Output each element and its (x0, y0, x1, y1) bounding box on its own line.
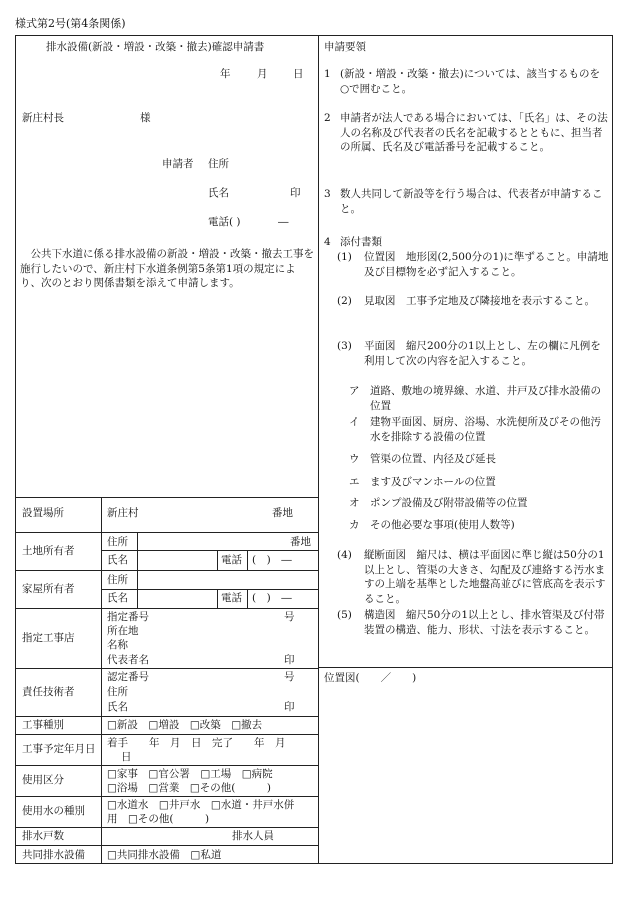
plan-item-text: 建物平面図、厨房、浴場、水洗便所及びその他汚水を排除する設備の位置 (370, 416, 601, 443)
schedule-label: 工事予定年月日 (22, 743, 96, 755)
shared-drain-label: 共同排水設備 (22, 849, 85, 861)
work-type-options[interactable]: □新設 □増設 □改築 □撤去 (107, 719, 263, 731)
engineer-seal: 印 (284, 701, 295, 713)
plan-item-text: その他必要な事項(使用人数等) (370, 519, 515, 531)
water-type-line1[interactable]: □水道水 □井戸水 □水道・井戸水併 (107, 799, 295, 811)
house-owner-phone-value: ( ) ― (252, 592, 292, 604)
date-day: 日 (293, 68, 304, 80)
site-village: 新庄村 (107, 507, 139, 519)
contractor-number-label: 指定番号 (107, 611, 149, 623)
applicant-phone-dash: ― (278, 216, 289, 228)
drain-persons-label: 排水人員 (232, 830, 274, 842)
work-type-label: 工事種別 (22, 719, 64, 731)
guideline-text: (新設・増設・改築・撤去)については、該当するものを○で囲むこと。 (340, 68, 600, 95)
usage-line2[interactable]: □浴場 □営業 □その他( ) (107, 782, 271, 794)
plan-item-text: ます及びマンホールの位置 (370, 476, 496, 488)
guideline-number: 2 (324, 112, 331, 124)
land-owner-phone-label: 電話 (221, 554, 242, 566)
site-banchi: 番地 (272, 507, 293, 519)
guideline-text: 添付書類 (340, 236, 382, 248)
house-owner-label: 家屋所有者 (22, 583, 75, 595)
form-title: 排水設備(新設・増設・改築・撤去)確認申請書 (46, 41, 265, 53)
form-number: 様式第2号(第4条関係) (15, 17, 126, 30)
house-owner-name-label: 氏名 (107, 592, 128, 604)
location-map-line (318, 667, 613, 668)
house-owner-address-label: 住所 (107, 574, 128, 586)
land-owner-banchi: 番地 (290, 536, 311, 548)
land-owner-name-label: 氏名 (107, 554, 128, 566)
applicant-name-label: 氏名 (208, 187, 229, 199)
attachment-text: 平面図 縮尺200分の1以上とし、左の欄に凡例を利用して次の内容を記入すること。 (364, 340, 601, 367)
applicant-label: 申請者 (162, 158, 194, 170)
attachment-number: (3) (337, 340, 352, 352)
attachment-number: (1) (337, 251, 352, 263)
plan-item-text: 管渠の位置、内径及び延長 (370, 453, 496, 465)
attachment-text: 縦断面図 縮尺は、横は平面図に準じ縦は50分の1以上とし、管渠の大きさ、勾配及び連絡する汚水ますの上端を基準とした地盤高並びに管底高を表示すること。 (364, 549, 606, 605)
guideline-text: 申請者が法人である場合においては、「氏名」は、その法人の名称及び代表者の氏名を記載するとともに、担当者の所属、氏名及び電話番号を記載すること。 (340, 112, 608, 153)
water-type-label: 使用水の種別 (22, 805, 85, 817)
attachment-text: 位置図 地形図(2,500分の1)に準ずること。申請地及び目標物を必ず記入すること。 (364, 251, 609, 278)
application-form (15, 35, 613, 864)
site-label: 設置場所 (22, 507, 64, 519)
guideline-number: 3 (324, 188, 331, 200)
water-type-line2[interactable]: 用 □その他( ) (107, 813, 210, 825)
contractor-rep-label: 代表者名 (107, 654, 149, 666)
engineer-cert-label: 認定番号 (107, 671, 149, 683)
attachment-number: (4) (337, 549, 352, 561)
attachment-number: (2) (337, 295, 352, 307)
attachment-text: 構造図 縮尺50分の1以上とし、排水管渠及び付帯装置の構造、能力、形状、寸法を表示すること。 (364, 609, 605, 636)
guideline-text: 数人共同して新設等を行う場合は、代表者が申請すること。 (340, 188, 603, 215)
addressee-honorific: 様 (140, 112, 151, 124)
contractor-label: 指定工事店 (22, 632, 75, 644)
plan-item-mark: カ (349, 519, 360, 531)
schedule-line1: 着手 年 月 日 完了 年 月 (107, 737, 286, 749)
table-label-divider (101, 497, 102, 864)
applicant-phone-label: 電話( ) (208, 216, 241, 228)
table-top-line (15, 497, 318, 498)
guideline-number: 1 (324, 68, 331, 80)
application-body: 公共下水道に係る排水設備の新設・増設・改築・撤去工事を施行したいので、新庄村下水道条例第5条第1項の規定により、次のとおり関係書類を添えて申請します。 (20, 248, 314, 289)
engineer-name-label: 氏名 (107, 701, 128, 713)
engineer-address-label: 住所 (107, 686, 128, 698)
contractor-name-label: 名称 (107, 639, 128, 651)
attachment-number: (5) (337, 609, 352, 621)
plan-item-mark: オ (349, 497, 360, 509)
engineer-go: 号 (284, 671, 295, 683)
plan-item-text: 道路、敷地の境界線、水道、井戸及び排水設備の位置 (370, 385, 601, 412)
land-owner-phone-value: ( ) ― (252, 554, 292, 566)
shared-drain-options[interactable]: □共同排水設備 □私道 (107, 849, 222, 861)
main-divider (318, 35, 319, 864)
land-owner-address-label: 住所 (107, 536, 128, 548)
contractor-location-label: 所在地 (107, 625, 139, 637)
guidelines-title: 申請要領 (324, 41, 366, 53)
plan-item-mark: ウ (349, 453, 360, 465)
applicant-seal: 印 (290, 187, 301, 199)
house-owner-phone-label: 電話 (221, 592, 242, 604)
date-year: 年 (220, 68, 231, 80)
usage-line1[interactable]: □家事 □官公署 □工場 □病院 (107, 768, 273, 780)
contractor-seal: 印 (284, 654, 295, 666)
plan-item-mark: イ (349, 416, 360, 428)
land-owner-label: 土地所有者 (22, 545, 75, 557)
drain-houses-label: 排水戸数 (22, 830, 64, 842)
addressee-name: 新庄村長 (22, 112, 64, 124)
usage-label: 使用区分 (22, 774, 64, 786)
schedule-line2: 日 (121, 751, 132, 763)
contractor-go: 号 (284, 611, 295, 623)
plan-item-mark: ア (349, 385, 360, 397)
plan-item-mark: エ (349, 476, 360, 488)
applicant-address-label: 住所 (208, 158, 229, 170)
date-month: 月 (257, 68, 268, 80)
plan-item-text: ポンプ設備及び附帯設備等の位置 (370, 497, 528, 509)
attachment-text: 見取図 工事予定地及び隣接地を表示すること。 (364, 295, 595, 307)
engineer-label: 責任技術者 (22, 686, 75, 698)
location-map-label: 位置図( ／ ) (324, 672, 417, 684)
guideline-number: 4 (324, 236, 331, 248)
